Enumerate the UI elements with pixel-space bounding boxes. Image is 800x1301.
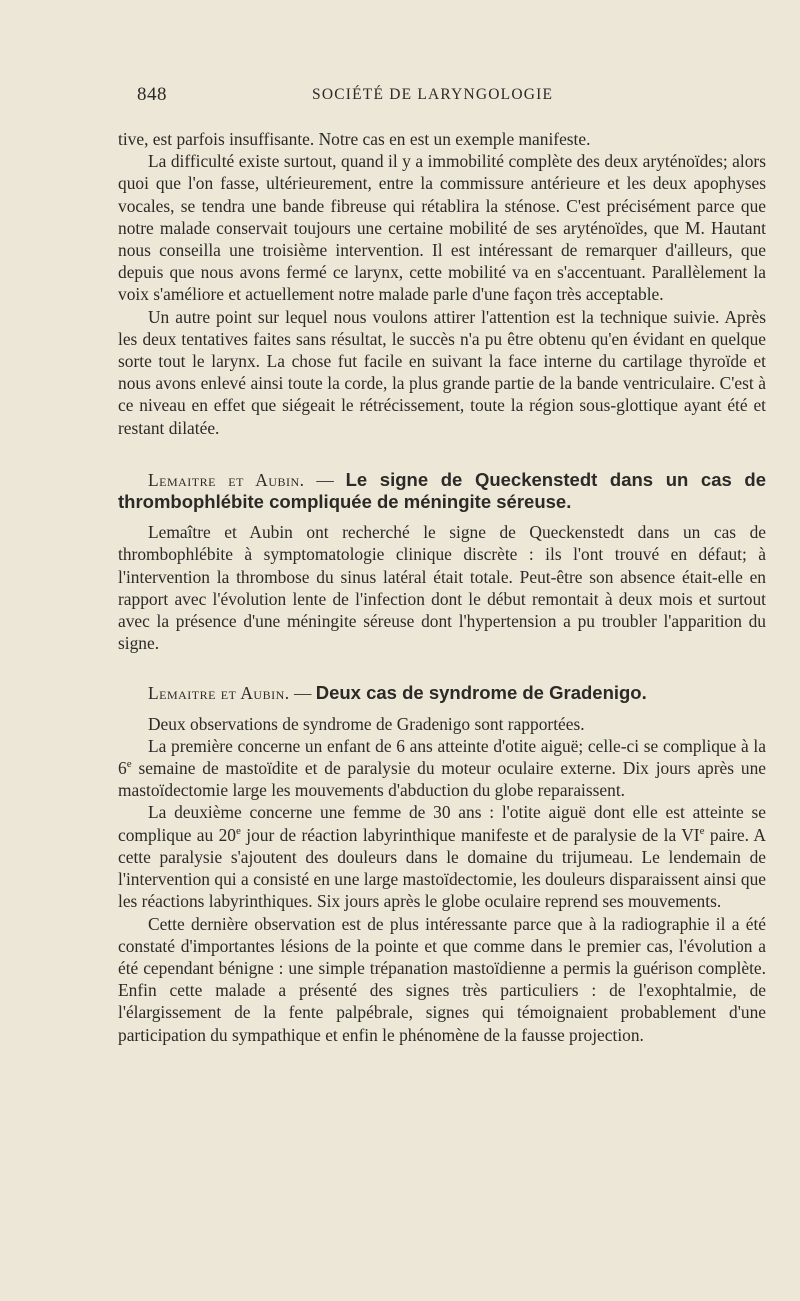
running-header [137,84,607,110]
page-number: 848 [137,84,167,105]
section-title: Le signe de Queckenstedt dans un cas de thrombophlébite compliquée de méningite séreuse. [118,468,766,513]
text-run: semaine de mastoïdite et de paralysie du moteur oculaire externe. Dix jours après une mastoïdectomie large les mouvements d'abduction du globe reparaissent. [118,758,766,801]
superscript: e [126,758,132,771]
paragraph-technique: Un autre point sur lequel nous voulons attirer l'attention est la technique suivie. Après les deux tentatives faites sans résultat, le succès n'a pu être obtenu qu'en évidant en quelque sorte tout le larynx. La chose fut facile en suivant la face interne du cartilage thyroïde et nous avons enlevé ainsi toute la corde, la plus grande partie de la bande ventriculaire. C'est à ce niveau en effet que siégeait le rétrécissement, toute la région sous-glottique ayant été et restant dilatée. [118,306,766,438]
section-heading-queckenstedt [118,469,766,513]
article-body [118,128,766,1046]
section-heading-gradenigo [118,682,766,704]
heading-dash: — [293,683,312,704]
section-title: Deux cas de syndrome de Gradenigo. [315,682,647,704]
superscript: e [699,824,705,837]
paragraph-discussion: Cette dernière observation est de plus intéressante parce que à la radiographie il a été constaté d'importantes lésions de la pointe et que comme dans le premier cas, l'évolution a été cependant bénigne : une simple trépanation mastoïdienne a permis la guérison complète. Enfin cette malade a présenté des signes très particuliers : de l'exophtalmie, de l'élargissement de la fente palpébrale, signes qui témoignaient probablement d'une participation du sympathique et enfin le phénomène de la fausse projection. [118,913,766,1045]
paragraph-observations: Deux observations de syndrome de Gradenigo sont rapportées. [148,713,585,734]
paragraph-first-case [118,735,766,802]
section-authors: Lemaitre et Aubin. [148,469,305,490]
text-run: La première concerne un enfant de 6 ans atteinte d'otite aiguë; celle-ci se complique à la 6 [118,735,766,779]
section-authors: Lemaitre et Aubin. [148,683,290,704]
superscript: e [235,824,241,837]
running-title: SOCIÉTÉ DE LARYNGOLOGIE [312,86,554,103]
text-run: jour de réaction labyrinthique manifeste et de paralysie de la VI [240,824,700,845]
paragraph-continuation: tive, est parfois insuffisante. Notre cas en est un exemple manifeste. [118,129,591,149]
paragraph-queckenstedt: Lemaître et Aubin ont recherché le signe de Queckenstedt dans un cas de thrombophlébite à symptomatologie clinique discrète : ils l'ont trouvé en défaut; à l'intervention la thrombose du sinus latéral était totale. Peut-être son absence était-elle en rapport avec l'évolution lente de l'infection dont le début remontait à deux mois et surtout avec la présence d'une méningite séreuse dont l'hypertension a pu troubler l'apparition du signe. [118,522,766,654]
heading-dash: — [316,469,334,490]
text-run: paire. A cette paralysie s'ajoutent des douleurs dans le domaine du trijumeau. Le lendemain de l'intervention qui a consisté en une large mastoïdectomie, les douleurs disparaissent ainsi que les réactions labyrinthiques. Six jours après le globe oculaire reprend ses mouvements. [118,824,766,912]
paragraph-second-case [118,801,766,912]
text-run: La deuxième concerne une femme de 30 ans : l'otite aiguë dont elle est atteinte se complique au 20 [118,802,766,845]
paragraph-difficulty: La difficulté existe surtout, quand il y a immobilité complète des deux aryténoïdes; alors quoi que l'on fasse, ultérieurement, entre la commissure antérieure et les deux apophyses vocales, se tendra une bande fibreuse qui rétablira la sténose. C'est précisément parce que notre malade conservait toujours une certaine mobilité de ses aryténoïdes, que M. Hautant nous conseilla une troisième intervention. Il est intéressant de remarquer d'ailleurs, que depuis que nous avons fermé ce larynx, cette mobilité va en s'accentuant. Parallèlement la voix s'améliore et actuellement notre malade parle d'une façon très acceptable. [118,151,766,305]
